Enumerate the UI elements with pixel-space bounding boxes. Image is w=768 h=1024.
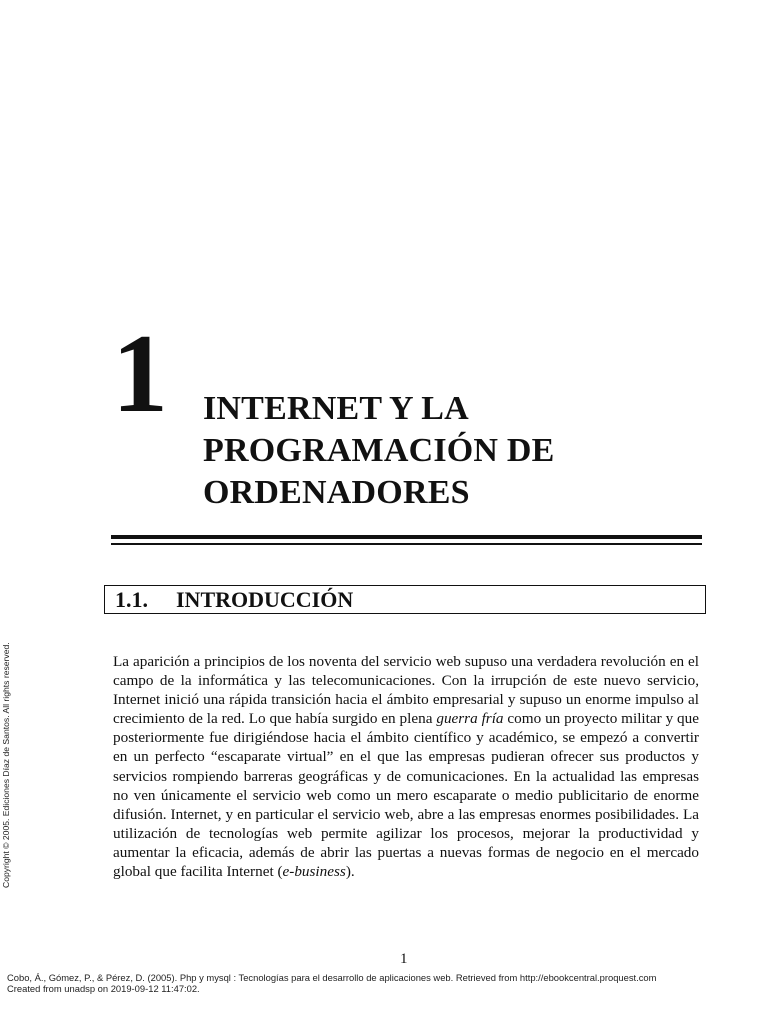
body-paragraph — [113, 652, 699, 881]
section-number: 1.1. — [115, 587, 148, 612]
body-text-part-1: La aparición a principios de los noventa del servicio web supuso una verdadera revolución en el campo de la informática y las telecomunicaciones. Con la irrupción de este nuevo servicio, Internet inició una rápida transición hacia el ámbito empresarial y supuso un enorme impulso al crecimiento de la red. Lo que había surgido en plena — [113, 653, 699, 728]
chapter-number: 1 — [112, 312, 168, 436]
body-text-part-2: como un proyecto militar y que posteriormente fue dirigiéndose hacia el ámbito científico y académico, se empezó a convertir en un perfecto “escaparate virtual” en el que las empresas pudieran ofrecer sus productos y servicios rompiendo barreras geográficas y de comunicaciones. En la actualidad las empresas no ven únicamente el servicio web como un mero escaparate o medio publicitario de enorme difusión. Internet, y en particular el servicio web, abre a las empresas enormes posibilidades. La utilización de tecnologías web permite agilizar los procesos, mejorar la productividad y aumentar la eficacia, además de abrir las puertas a nuevas formas de negocio en el mercado global que facilita Internet ( — [113, 710, 699, 881]
body-italic-e-business: e-business — [282, 863, 346, 881]
footer-citation: Cobo, Á., Gómez, P., & Pérez, D. (2005). Php y mysql : Tecnologías para el desarrollo de aplicaciones web. Retrieved from http://ebookcentral.proquest.com — [7, 972, 657, 983]
section-title: INTRODUCCIÓN — [176, 587, 354, 612]
chapter-title — [203, 388, 703, 514]
footer-created: Created from unadsp on 2019-09-12 11:47:02. — [7, 983, 200, 994]
section-heading-box — [104, 585, 706, 614]
chapter-divider-thin — [111, 543, 702, 545]
body-italic-guerra-fria: guerra fría — [436, 710, 504, 728]
page-number: 1 — [400, 951, 408, 967]
side-copyright-notice: Copyright © 2005. Ediciones Díaz de Santos. All rights reserved. — [1, 642, 11, 888]
chapter-title-line-2: PROGRAMACIÓN DE — [203, 432, 555, 469]
chapter-title-line-3: ORDENADORES — [203, 474, 470, 511]
chapter-title-line-1: INTERNET Y LA — [203, 390, 469, 427]
chapter-divider-thick — [111, 535, 702, 539]
body-text-end: ). — [345, 863, 355, 881]
